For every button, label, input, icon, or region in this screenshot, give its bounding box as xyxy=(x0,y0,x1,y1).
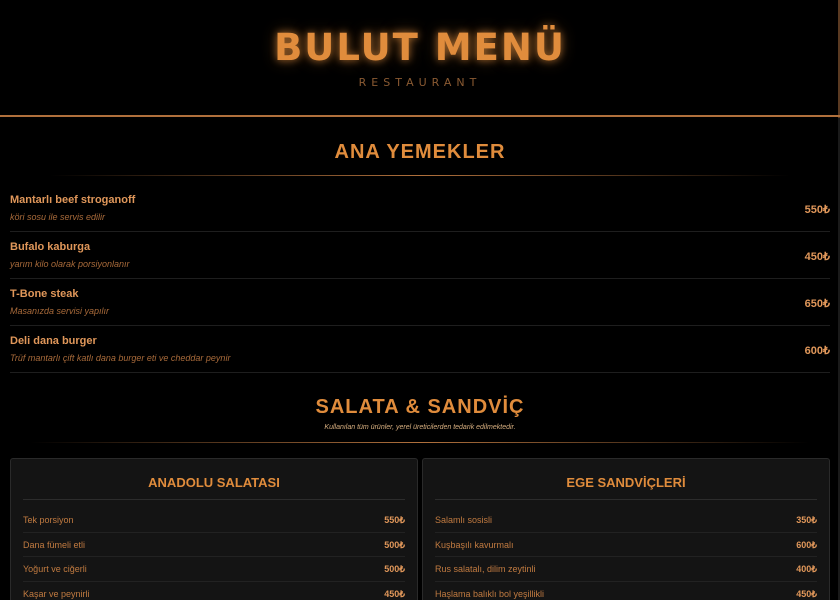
brand-subtitle: RESTAURANT xyxy=(358,76,482,89)
dish-name: Mantarlı beef stroganoff xyxy=(10,194,136,206)
dish-description: köri sosu ile servis edilir xyxy=(10,212,106,222)
card-item[interactable] xyxy=(435,533,817,558)
card-item[interactable] xyxy=(435,557,817,582)
salad-section-divider xyxy=(30,442,810,443)
dish-price: 650₺ xyxy=(804,298,830,310)
card-item-label: Haşlama balıklı bol yeşillikli xyxy=(435,588,545,599)
card-item[interactable] xyxy=(435,582,817,600)
card-title: ANADOLU SALATASI xyxy=(148,475,280,490)
salad-section-note: Kullanılan tüm ürünler, yerel üreticilerden tedarik edilmektedir. xyxy=(324,424,516,431)
salad-section-title: SALATA & SANDVİÇ xyxy=(315,396,525,418)
card-divider xyxy=(435,499,817,500)
card-item-label: Tek porsiyon xyxy=(23,515,74,525)
card-item-price: 350₺ xyxy=(796,515,817,525)
dish-price: 550₺ xyxy=(804,204,830,216)
card-item[interactable] xyxy=(435,508,817,533)
card-item-price: 450₺ xyxy=(796,588,817,599)
main-section-divider xyxy=(50,175,790,176)
card-item-label: Kaşar ve peynirli xyxy=(23,588,90,599)
card-item-price: 450₺ xyxy=(384,588,405,599)
main-section-title: ANA YEMEKLER xyxy=(334,141,506,163)
card-item[interactable] xyxy=(23,508,405,533)
menu-card-ege-sandvicleri xyxy=(422,458,830,600)
card-item[interactable] xyxy=(23,533,405,558)
card-item-price: 500₺ xyxy=(384,564,405,574)
dish-price: 450₺ xyxy=(804,251,830,263)
dish-description: Masanızda servisi yapılır xyxy=(10,306,110,316)
menu-card-anadolu-salatasi xyxy=(10,458,418,600)
dish-item[interactable] xyxy=(10,185,830,232)
card-item-list xyxy=(435,508,817,600)
card-item-price: 500₺ xyxy=(384,539,405,550)
dish-item[interactable] xyxy=(10,232,830,279)
card-title: EGE SANDVİÇLERİ xyxy=(566,475,686,490)
card-item[interactable] xyxy=(23,582,405,600)
card-divider xyxy=(23,499,405,500)
dish-item[interactable] xyxy=(10,279,830,326)
brand-title: BULUT MENÜ xyxy=(274,26,566,69)
dish-name: T-Bone steak xyxy=(10,288,79,300)
dish-name: Bufalo kaburga xyxy=(10,241,91,253)
card-item-price: 550₺ xyxy=(384,515,405,525)
dish-price: 600₺ xyxy=(804,345,830,357)
dish-description: Trüf mantarlı çift katlı dana burger eti ve cheddar peynir xyxy=(10,353,231,363)
card-item-label: Kuşbaşılı kavurmalı xyxy=(435,539,514,550)
card-item-label: Salamlı sosisli xyxy=(435,515,493,525)
card-item-label: Rus salatalı, dilim zeytinli xyxy=(435,564,536,574)
header-divider xyxy=(0,115,840,117)
dish-item[interactable] xyxy=(10,326,830,373)
main-dish-list xyxy=(10,185,830,373)
menu-header xyxy=(0,0,840,117)
dish-name: Deli dana burger xyxy=(10,335,97,347)
card-item[interactable] xyxy=(23,557,405,582)
card-item-list xyxy=(23,508,405,600)
card-item-price: 600₺ xyxy=(796,539,817,550)
dish-description: yarım kilo olarak porsiyonlanır xyxy=(10,259,130,269)
card-item-price: 400₺ xyxy=(796,564,817,574)
card-item-label: Yoğurt ve ciğerli xyxy=(23,564,87,574)
card-item-label: Dana fümeli etli xyxy=(23,539,86,550)
